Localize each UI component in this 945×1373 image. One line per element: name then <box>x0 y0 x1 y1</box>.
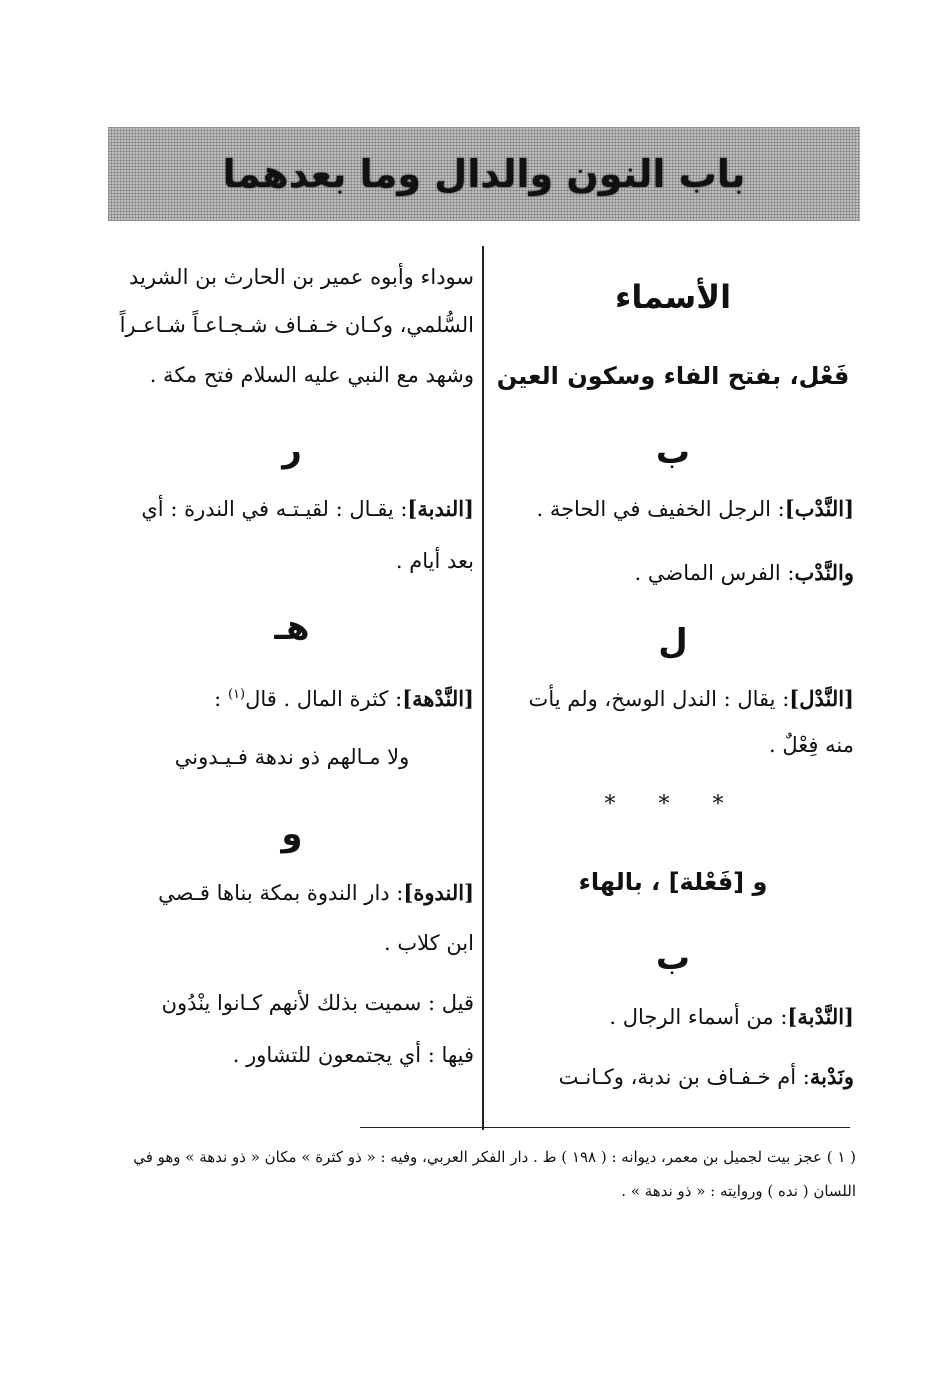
section-heading-names: الأسماء <box>614 278 732 316</box>
entry-definition: : يقـال : لقيـتـه في الندرة : أي <box>141 497 408 521</box>
pattern-word: فَعْلة <box>679 868 734 896</box>
pattern-prefix: و [ <box>733 868 768 896</box>
entry-definition: : أم خـفـاف بن ندبة، وكـانـت <box>558 1065 810 1089</box>
pattern-heading-1: فَعْل، بفتح الفاء وسكون العين <box>496 362 850 390</box>
entry-term: والنَّدْب <box>794 560 854 585</box>
entry-nadba <box>492 996 854 1038</box>
qil-line-2: فيها : أي يجتمعون للتشاور . <box>232 1043 474 1067</box>
entry-nadra-cont: بعد أيام . <box>395 549 474 573</box>
entry-definition: : دار الندوة بمكة بناها قـصي <box>158 881 404 905</box>
footnote <box>108 1140 856 1208</box>
footnote-line-2: اللسان ( نده ) وروايته : « ذو ندهة » . <box>621 1182 856 1200</box>
entry-term: [الندبة] <box>407 496 474 521</box>
entry-nadba-2 <box>492 1056 854 1098</box>
entry-nadb <box>492 488 854 530</box>
letter-heading-w: و <box>281 814 303 854</box>
section-separator-stars: * * * <box>604 792 742 817</box>
continuation-line-1: سوداء وأبوه عمير بن الحارث بن الشريد <box>128 265 474 289</box>
entry-nadwa-cont: ابن كلاب . <box>384 931 474 955</box>
continuation-line-2: السُّلمي، وكـان خـفـاف شـجـاعـاً شـاعـراً <box>119 313 474 337</box>
entry-definition: : الفرس الماضي . <box>634 561 795 585</box>
letter-heading-b-1: ب <box>655 432 691 472</box>
footnote-reference: (١) <box>227 687 246 702</box>
continuation-line-3: وشهد مع النبي عليه السلام فتح مكة . <box>149 363 474 387</box>
entry-definition: : الرجل الخفيف في الحاجة . <box>536 497 785 521</box>
qil-line-1: قيل : سميت بذلك لأنهم كـانوا ينْدُون <box>161 991 474 1015</box>
entry-nadha <box>110 674 474 720</box>
footnote-separator <box>360 1127 850 1128</box>
letter-heading-l: ل <box>658 622 688 662</box>
entry-definition: : من أسماء الرجال . <box>609 1005 788 1029</box>
entry-nadl-cont: منه فِعْلٌ . <box>769 733 854 757</box>
entry-term: [النَّدْب] <box>784 496 854 521</box>
footnote-line-1: ( ١ ) عجز بيت لجميل بن معمر، ديوانه : ( ١٩٨ ) ط . دار الفكر العربي، وفيه : « ذو كثرة » مكان « ذو ندهة » وهو في <box>133 1148 856 1166</box>
letter-heading-h: هـ <box>274 608 310 648</box>
entry-colon: : <box>214 687 222 711</box>
entry-term: [النَّدْل] <box>789 686 854 711</box>
pattern-suffix: ] ، بالهاء <box>578 868 680 896</box>
entry-term: [النَّدْبة] <box>787 1004 854 1029</box>
entry-nadl <box>492 678 854 720</box>
chapter-title: باب النون والدال وما بعدهما <box>222 152 746 196</box>
entry-term: [النَّدْهة] <box>402 686 474 711</box>
entry-nadra <box>110 488 474 530</box>
chapter-banner <box>108 127 860 221</box>
entry-definition: : يقال : الندل الوسخ، ولم يأت <box>528 687 790 711</box>
entry-wal-nadb <box>492 552 854 594</box>
letter-heading-r: ر <box>282 430 302 470</box>
letter-heading-b-2: ب <box>655 938 691 978</box>
entry-term: [الندوة] <box>403 880 474 905</box>
entry-definition: : كثرة المال . قال <box>245 687 403 711</box>
poetry-verse: ولا مـالهم ذو ندهة فـيـدوني <box>174 745 410 769</box>
entry-term: ونَدْبة <box>809 1064 854 1089</box>
pattern-heading-2 <box>492 868 854 896</box>
column-divider <box>482 246 484 1130</box>
entry-nadwa <box>110 872 474 914</box>
